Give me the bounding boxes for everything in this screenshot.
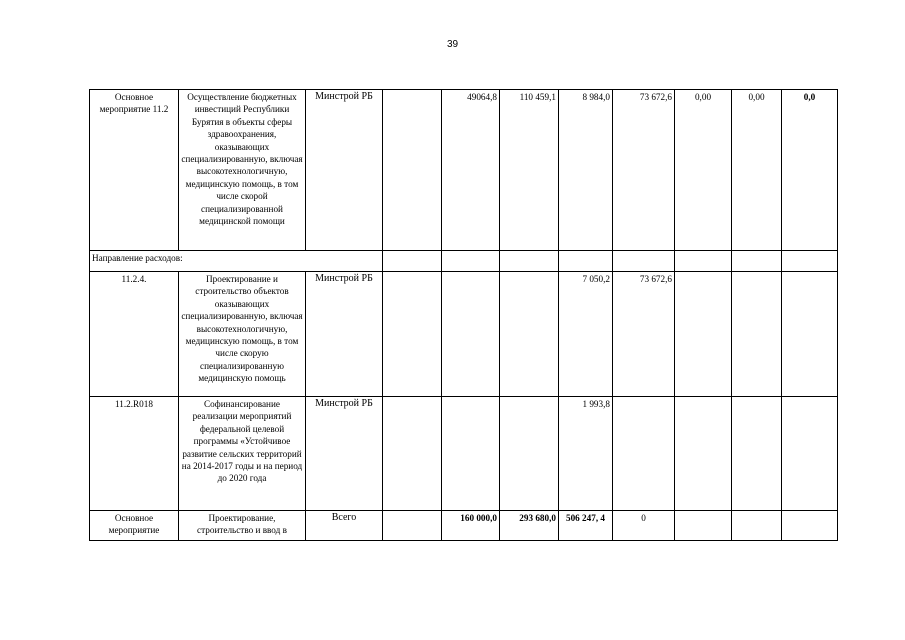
row-value-4: 73 672,6 — [613, 90, 675, 251]
row-value-3: 7 050,2 — [559, 272, 613, 397]
row-value-4: 73 672,6 — [613, 272, 675, 397]
row-code: Основное мероприятие — [90, 511, 179, 541]
row-code: 11.2.R018 — [90, 397, 179, 511]
row-executor: Минстрой РБ — [306, 90, 383, 251]
table-row — [90, 397, 838, 511]
row-name: Проектирование, строительство и ввод в — [179, 511, 306, 541]
row-value-6: 0,00 — [732, 90, 782, 251]
budget-table — [89, 89, 838, 541]
row-executor: Минстрой РБ — [306, 397, 383, 511]
table-row — [90, 272, 838, 397]
table-row — [90, 511, 838, 541]
row-code: 11.2.4. — [90, 272, 179, 397]
table-row — [90, 90, 838, 251]
row-name: Осуществление бюджетных инвестиций Республики Бурятия в объекты сферы здравоохранения, оказывающих специализированную, включая высокотехнологичную, медицинскую помощь, в том числе скорой специализированной медицинской помощи — [179, 90, 306, 251]
row-value-2: 293 680,0 — [500, 511, 559, 541]
row-value-2: 110 459,1 — [500, 90, 559, 251]
row-code: Основное мероприятие 11.2 — [90, 90, 179, 251]
row-name: Проектирование и строительство объектов оказывающих специализированную, включая высокотехнологичную, медицинскую помощь, в том числе скорую специализированную медицинскую помощь — [179, 272, 306, 397]
row-cell-empty — [383, 90, 442, 251]
row-value-3: 8 984,0 — [559, 90, 613, 251]
row-executor: Минстрой РБ — [306, 272, 383, 397]
row-name: Софинансирование реализации мероприятий федеральной целевой программы «Устойчивое развитие сельских территорий на 2014-2017 годы и на период до 2020 года — [179, 397, 306, 511]
row-value-1: 49064,8 — [442, 90, 500, 251]
expense-direction-label: Направление расходов: — [90, 251, 383, 272]
row-executor: Всего — [306, 511, 383, 541]
page-number: 39 — [446, 39, 459, 50]
table-row — [90, 251, 838, 272]
row-value-7: 0,0 — [782, 90, 838, 251]
row-value-4: 0 — [613, 511, 675, 541]
row-value-1: 160 000,0 — [442, 511, 500, 541]
row-value-3: 506 247, 4 — [559, 511, 613, 541]
row-value-3: 1 993,8 — [559, 397, 613, 511]
row-value-5: 0,00 — [675, 90, 732, 251]
